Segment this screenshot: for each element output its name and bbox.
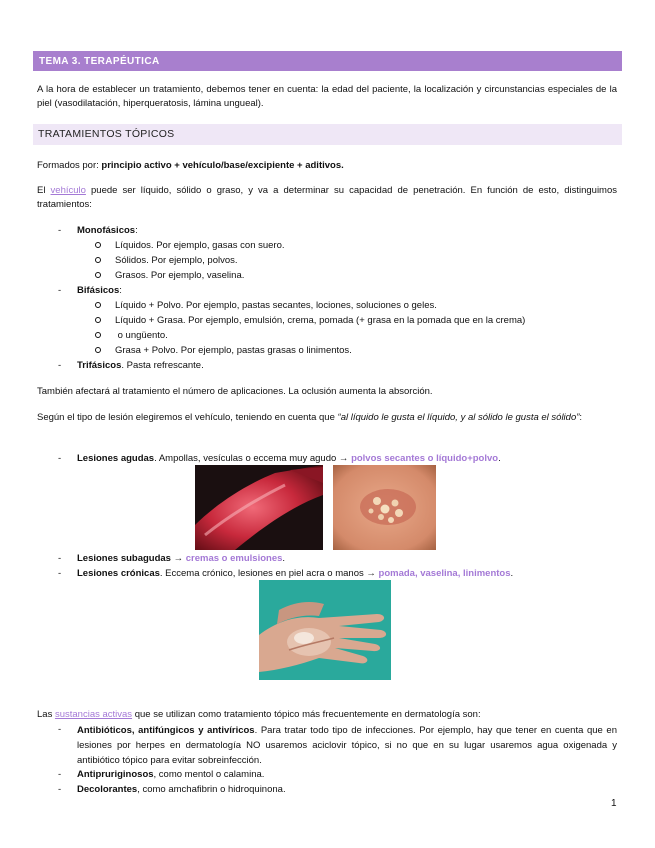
list-item: Sólidos. Por ejemplo, polvos.: [115, 255, 238, 266]
list-item-trifasicos: Trifásicos. Pasta refrescante.: [77, 360, 204, 371]
acute-lesion-vesicles-image: [333, 465, 436, 550]
list-dash: -: [58, 568, 62, 579]
acute-lesion-burn-image: [195, 465, 323, 550]
list-dash: -: [58, 724, 62, 735]
section-title: TRATAMIENTOS TÓPICOS: [38, 128, 175, 140]
page-title: TEMA 3. TERAPÉUTICA: [39, 56, 160, 67]
list-item-antibioticos: Antibióticos, antifúngicos y antivíricos. Para tratar todo tipo de infecciones. Por ejemplo, hay que tener en cuenta que en lesiones por herpes en dermatología NO usaremos aciclovir tópico, si no que en su lugar usaremos agua oxigenada y antibiótico tópico para evitar sobreinfección.: [77, 725, 617, 766]
list-dash: -: [58, 225, 62, 236]
title-banner: [33, 51, 622, 71]
page-number: 1: [611, 798, 617, 809]
list-item: Líquido + Grasa. Por ejemplo, emulsión, crema, pomada (+ grasa en la pomada que en la crema): [115, 315, 526, 326]
bullet-icon: [95, 347, 101, 353]
list-item-antipruriginosos: Antipruriginosos, como mentol o calamina.: [77, 769, 265, 780]
list-dash: -: [58, 769, 62, 780]
bullet-icon: [95, 257, 101, 263]
lesion-intro-paragraph: Según el tipo de lesión elegiremos el vehículo, teniendo en cuenta que “al líquido le gusta el líquido, y al sólido le gusta el sólido”:: [37, 412, 583, 423]
list-item-subagudas: Lesiones subagudas → cremas o emulsiones.: [77, 553, 286, 564]
list-item-agudas: Lesiones agudas. Ampollas, vesículas o eccema muy agudo → polvos secantes o líquido+polvo.: [77, 453, 501, 464]
intro-paragraph: A la hora de establecer un tratamiento, debemos tener en cuenta: la edad del paciente, la localización y circunstancias especiales de la piel (vasodilatación, hiperqueratosis, lámina ungueal).: [37, 84, 617, 109]
list-item: o ungüento.: [115, 330, 168, 341]
chronic-lesion-hand-image: [259, 580, 391, 680]
list-item: Grasos. Por ejemplo, vaselina.: [115, 270, 245, 281]
aplicaciones-paragraph: También afectará al tratamiento el número de aplicaciones. La oclusión aumenta la absorción.: [37, 386, 433, 397]
list-item: Líquido + Polvo. Por ejemplo, pastas secantes, lociones, soluciones o geles.: [115, 300, 437, 311]
list-item: Grasa + Polvo. Por ejemplo, pastas grasas o linimentos.: [115, 345, 352, 356]
list-dash: -: [58, 453, 62, 464]
formados-paragraph: Formados por: principio activo + vehículo/base/excipiente + aditivos.: [37, 160, 344, 171]
vehiculo-paragraph: El vehículo puede ser líquido, sólido o graso, y va a determinar su capacidad de penetración. En función de esto, distinguimos tratamientos:: [37, 185, 618, 210]
list-item-bifasicos: Bifásicos:: [77, 285, 122, 296]
sustancias-activas-link[interactable]: sustancias activas: [54, 709, 133, 720]
list-dash: -: [58, 285, 62, 296]
vehiculo-link[interactable]: vehículo: [50, 185, 86, 196]
list-dash: -: [58, 553, 62, 564]
bullet-icon: [95, 272, 101, 278]
bullet-icon: [95, 302, 101, 308]
sustancias-paragraph: Las sustancias activas que se utilizan como tratamiento tópico más frecuentemente en dermatología son:: [37, 709, 481, 720]
list-dash: -: [58, 360, 62, 371]
list-item-cronicas: Lesiones crónicas. Eccema crónico, lesiones en piel acra o manos → pomada, vaselina, linimentos.: [77, 568, 514, 579]
list-item-monofasicos: Monofásicos:: [77, 225, 138, 236]
bullet-icon: [95, 242, 101, 248]
bullet-icon: [95, 332, 101, 338]
list-dash: -: [58, 784, 62, 795]
list-item: Líquidos. Por ejemplo, gasas con suero.: [115, 240, 285, 251]
list-item-decolorantes: Decolorantes, como amchafibrin o hidroquinona.: [77, 784, 286, 795]
bullet-icon: [95, 317, 101, 323]
section-banner: [33, 124, 622, 145]
